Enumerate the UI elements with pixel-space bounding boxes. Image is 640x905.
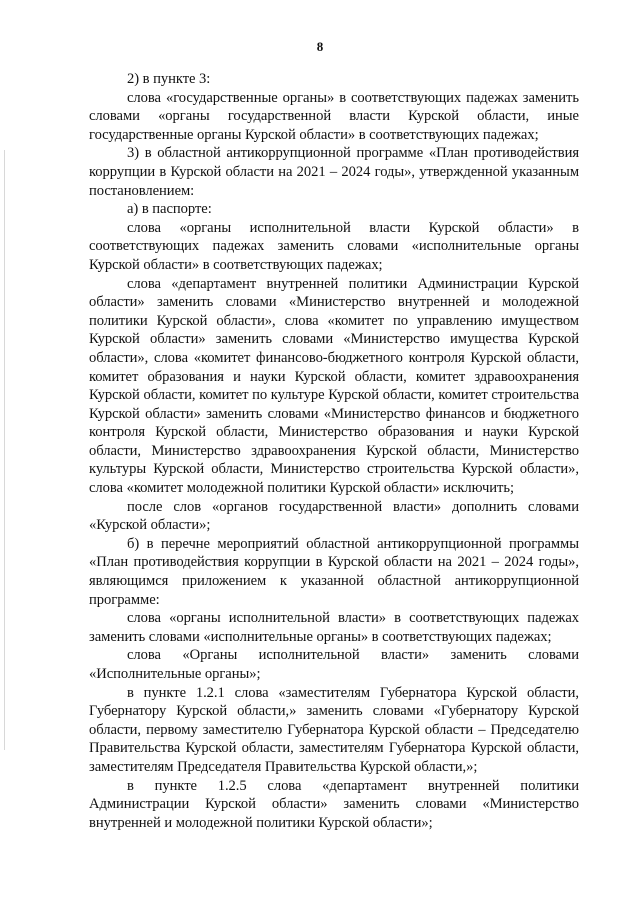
page-number: 8 (316, 39, 324, 54)
scan-edge-line (4, 150, 5, 750)
paragraph-item-2: 2) в пункте 3: (127, 71, 211, 87)
paragraph-point-1-2-1: в пункте 1.2.1 слова «заместителям Губернатора Курской области, Губернатору Курской области,» заменить словами «Губернатору Курской области, первому заместителю Губернатора Курской области – Председателю Правительства Курской области, заместителям Губернатора Курской области, заместителям Председателя Правительства Курской области,»; (89, 684, 579, 775)
paragraph-subitem-b: б) в перечне мероприятий областной антикоррупционной программы «План противодействия коррупции в Курской области на 2021 – 2024 годы», являющимся приложением к указанной областной антикоррупционной программе: (89, 535, 579, 608)
document-body (89, 70, 579, 832)
paragraph-executive-bodies-capital: слова «Органы исполнительной власти» заменить словами «Исполнительные органы»; (89, 647, 579, 682)
paragraph-point-1-2-5: в пункте 1.2.5 слова «департамент внутренней политики Администрации Курской области» заменить словами «Министерство внутренней и молодежной политики Курской области»; (89, 777, 579, 831)
paragraph-state-bodies: слова «государственные органы» в соответствующих падежах заменить словами «органы государственной власти Курской области, иные государственные органы Курской области» в соответствующих падежах; (89, 89, 579, 143)
paragraph-executive-bodies-2: слова «органы исполнительной власти» в соответствующих падежах заменить словами «исполнительные органы» в соответствующих падежах; (89, 610, 579, 645)
paragraph-executive-bodies: слова «органы исполнительной власти Курской области» в соответствующих падежах заменить словами «исполнительные органы Курской области» в соответствующих падежах; (89, 219, 579, 273)
paragraph-subitem-a: а) в паспорте: (127, 201, 212, 218)
paragraph-after-words: после слов «органов государственной власти» дополнить словами «Курской области»; (89, 498, 579, 534)
paragraph-departments: слова «департамент внутренней политики Администрации Курской области» заменить словами «Министерство внутренней и молодежной политики Курской области», слова «комитет по управлению имуществом Курской области» заменить словами «Министерство имущества Курской области», слова «комитет финансово-бюджетного контроля Курской области, комитет образования и науки Курской области, комитет здравоохранения Курской области, комитет по культуре Курской области, комитет строительства Курской области» заменить словами «Министерство финансов и бюджетного контроля Курской области, Министерство образования и науки Курской области, Министерство здравоохранения Курской области, Министерство культуры Курской области, Министерство строительства Курской области», слова «комитет молодежной политики Курской области» исключить; (89, 275, 579, 497)
paragraph-item-3: 3) в областной антикоррупционной программе «План противодействия коррупции в Курской области на 2021 – 2024 годы», утвержденной указанным постановлением: (89, 145, 579, 199)
